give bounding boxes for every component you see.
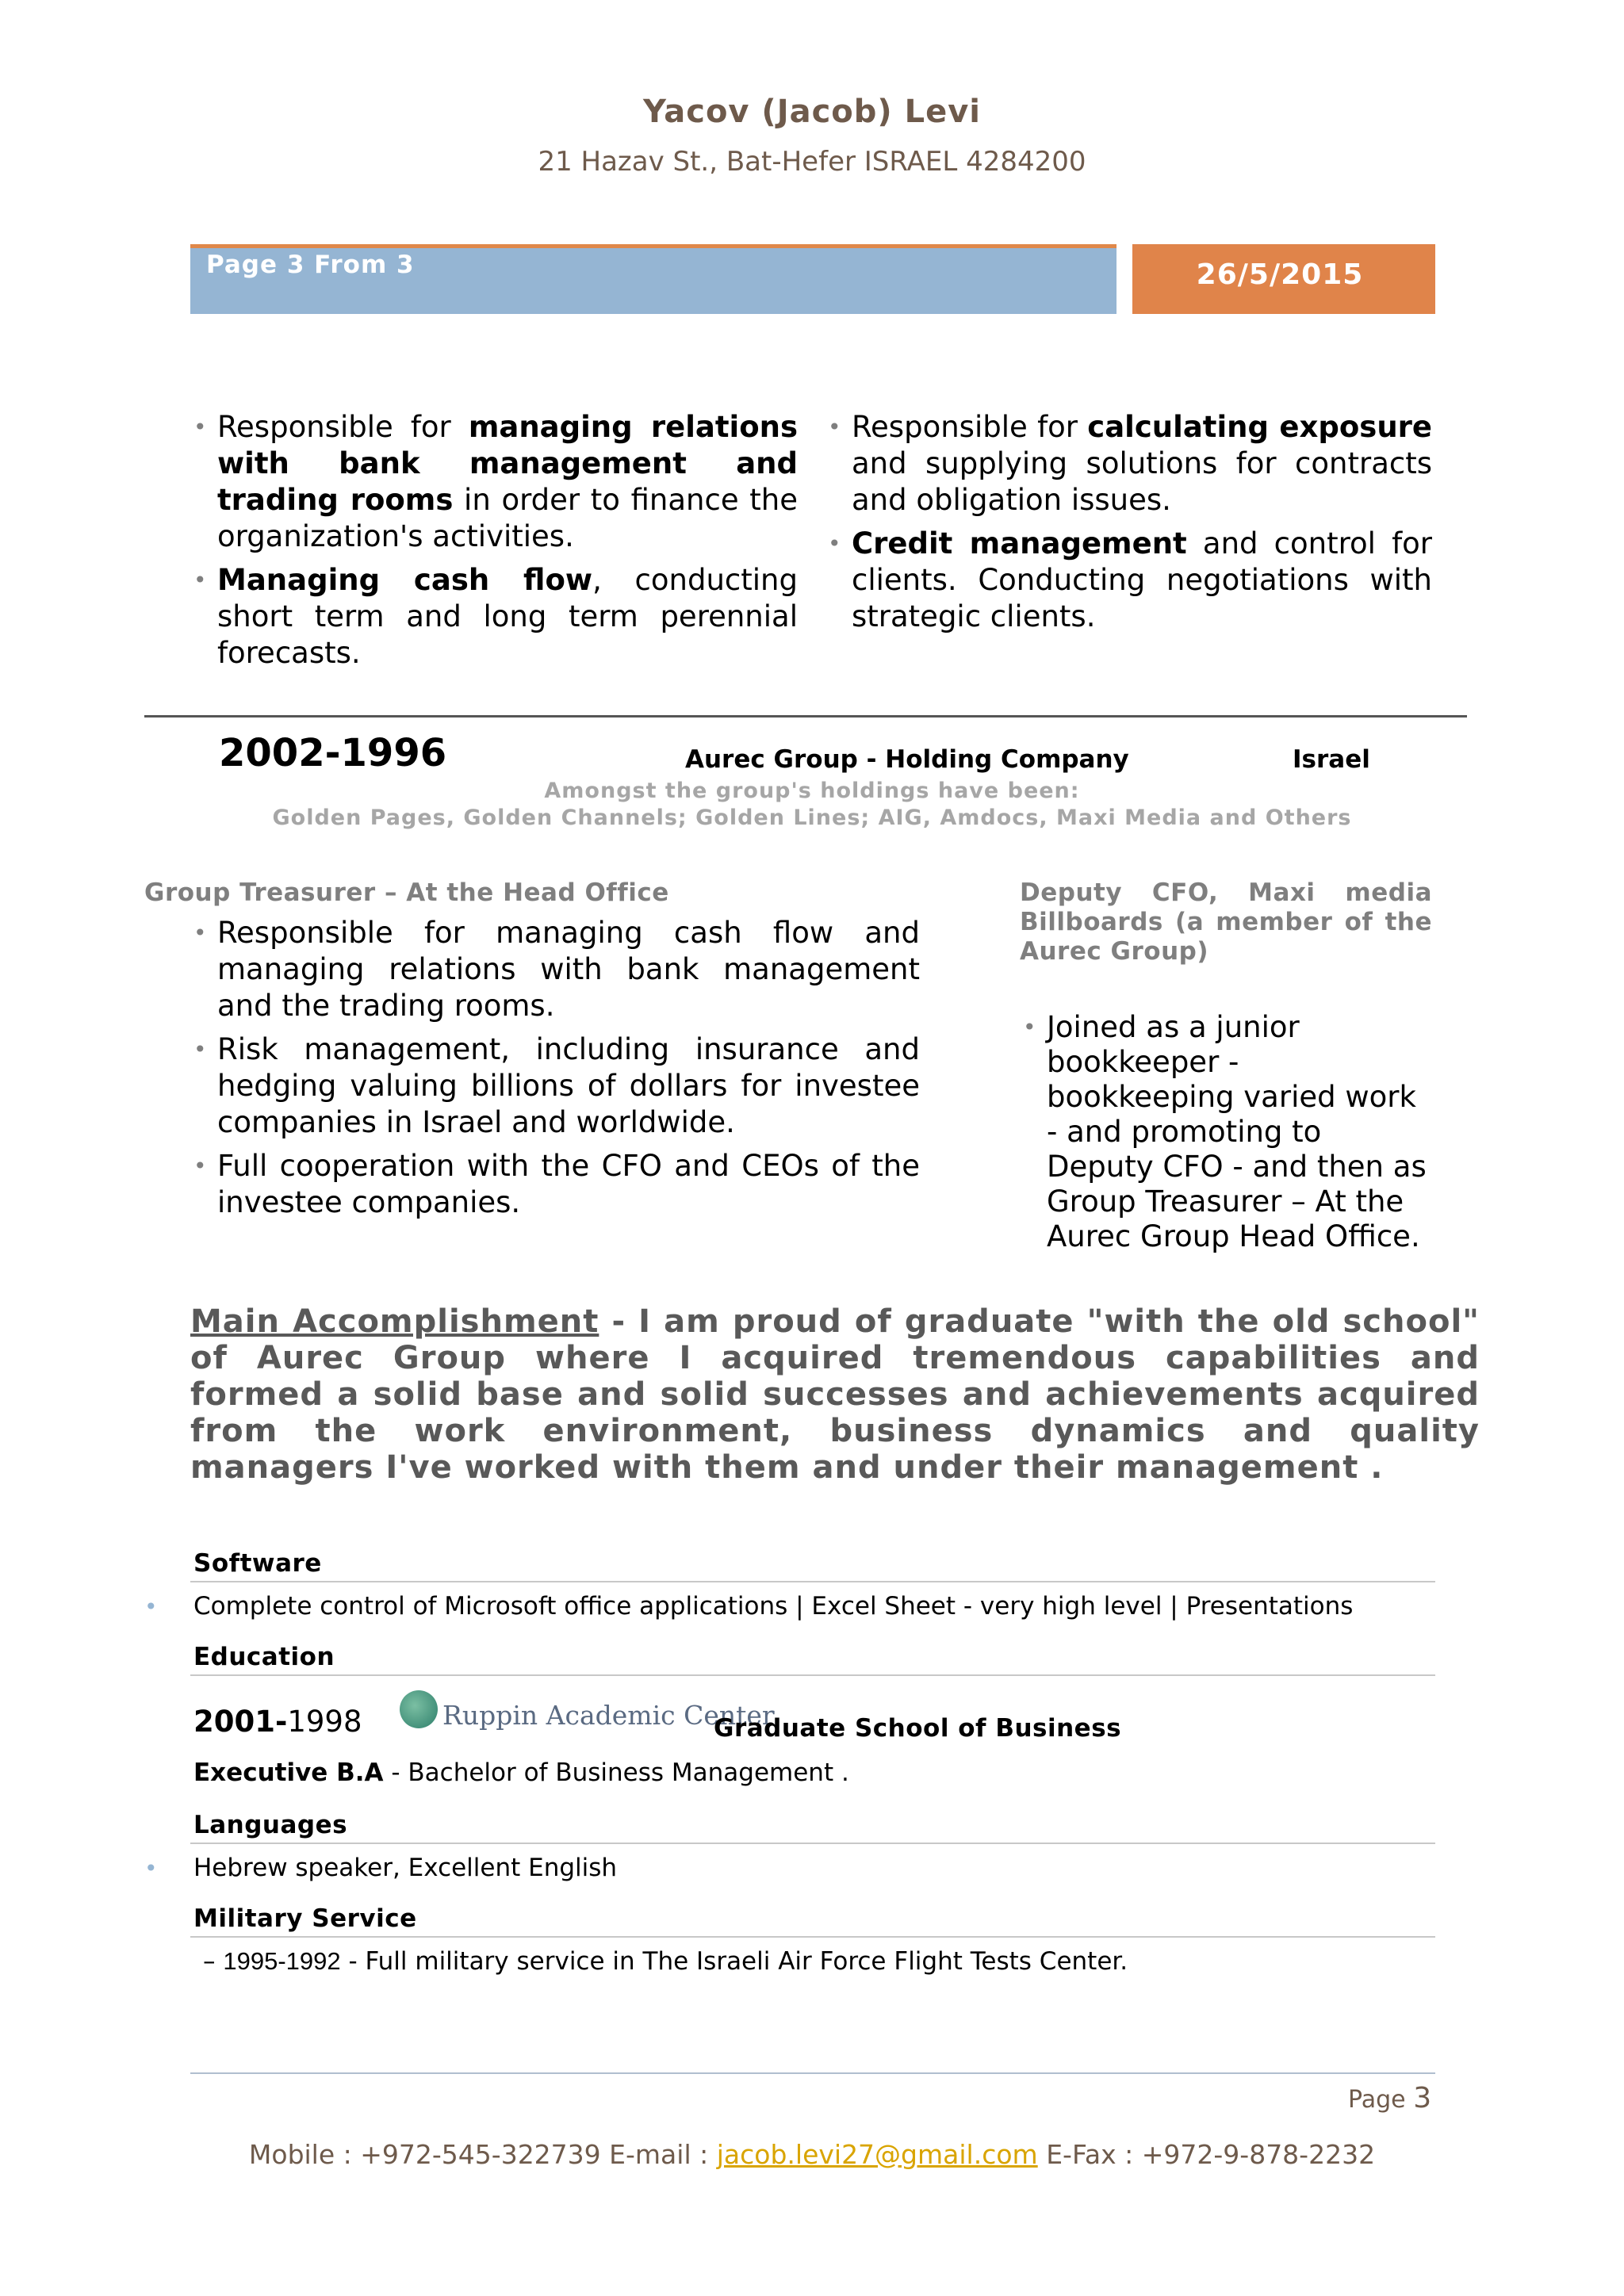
list-item: • Joined as a junior bookkeeper - bookkeeping varied work - and promoting to Deputy CFO - and then as Group Treasurer – At the Aurec Group Head Office. [1023, 1010, 1427, 1253]
resume-address: 21 Hazav St., Bat-Hefer ISRAEL 4284200 [538, 146, 1086, 178]
bullet-icon: • [1023, 1014, 1036, 1040]
bullet-icon: • [828, 530, 841, 557]
list-item: • Responsible for managing cash flow and managing relations with bank management and the trading rooms. [193, 916, 920, 1023]
bullet-icon: • [193, 1153, 207, 1179]
top-right-column [825, 409, 1432, 642]
ruppin-logo-text: Ruppin Academic Center [442, 1700, 775, 1731]
software-text: Complete control of Microsoft office applications | Excel Sheet - very high level | Presentations [193, 1592, 1354, 1621]
role-left-title: Group Treasurer – At the Head Office [144, 878, 669, 907]
job-years: 2002-1996 [219, 731, 447, 775]
list-item: • Risk management, including insurance and hedging valuing billions of dollars for investee companies in Israel and worldwide. [193, 1032, 920, 1139]
languages-title: Languages [193, 1811, 348, 1839]
date-label: 26/5/2015 [1196, 258, 1364, 291]
holdings-list: Golden Pages, Golden Channels; Golden Lines; AIG, Amdocs, Maxi Media and Others [272, 806, 1352, 830]
footer-page: Page 3 [1348, 2082, 1432, 2114]
role-right-bullets [1020, 1010, 1432, 1261]
military-title: Military Service [193, 1904, 417, 1933]
bullet-icon: • [144, 1855, 158, 1881]
list-item: • Full cooperation with the CFO and CEOs of the investee companies. [193, 1149, 920, 1219]
divider [190, 1843, 1435, 1844]
bullet-icon: • [828, 414, 841, 440]
software-title: Software [193, 1549, 322, 1578]
degree: Executive B.A - Bachelor of Business Management . [193, 1758, 849, 1787]
resume-name: Yacov (Jacob) Levi [642, 94, 982, 130]
role-left-bullets [190, 915, 920, 1228]
divider [190, 1936, 1435, 1938]
page-indicator: Page 3 From 3 [206, 251, 415, 279]
divider [190, 1674, 1435, 1676]
military-text: – 1995-1992 - Full military service in The Israeli Air Force Flight Tests Center. [203, 1947, 1128, 1976]
bullet-icon: • [193, 1036, 207, 1062]
bullet-icon: • [193, 567, 207, 593]
bullet-icon: • [193, 920, 207, 946]
footer-divider [190, 2072, 1435, 2074]
ruppin-logo-icon [400, 1690, 438, 1728]
section-divider [144, 715, 1467, 718]
role-right-title: Deputy CFO, Maxi media Billboards (a member of the Aurec Group) [1020, 878, 1432, 966]
education-title: Education [193, 1643, 335, 1671]
bullet-icon: • [144, 1594, 158, 1620]
footer-contact: Mobile : +972-545-322739 E-mail : jacob.levi27@gmail.com E-Fax : +972-9-878-2232 [248, 2139, 1376, 2170]
email-link[interactable]: jacob.levi27@gmail.com [716, 2139, 1038, 2170]
school-name: Graduate School of Business [714, 1714, 1122, 1743]
job-company: Aurec Group - Holding Company [685, 745, 1129, 774]
main-accomplishment: Main Accomplishment - I am proud of graduate "with the old school" of Aurec Group where I acquired tremendous capabilities and formed a solid base and solid successes and achievements acquired from the work environment, business dynamics and quality managers I've worked with them and under their management . [190, 1303, 1480, 1486]
top-left-column [190, 409, 798, 679]
list-item: • Responsible for managing relations with bank management and trading rooms in order to finance the organization's activities. [193, 410, 798, 553]
languages-text: Hebrew speaker, Excellent English [193, 1854, 618, 1882]
list-item: • Responsible for calculating exposure and supplying solutions for contracts and obligation issues. [828, 410, 1432, 517]
education-years: 2001-1998 [193, 1705, 362, 1739]
bullet-icon: • [193, 414, 207, 440]
job-country: Israel [1293, 745, 1370, 774]
list-item: • Credit management and control for clients. Conducting negotiations with strategic clients. [828, 526, 1432, 633]
divider [190, 1581, 1435, 1582]
list-item: • Managing cash flow, conducting short term and long term perennial forecasts. [193, 563, 798, 670]
holdings-title: Amongst the group's holdings have been: [544, 779, 1080, 803]
